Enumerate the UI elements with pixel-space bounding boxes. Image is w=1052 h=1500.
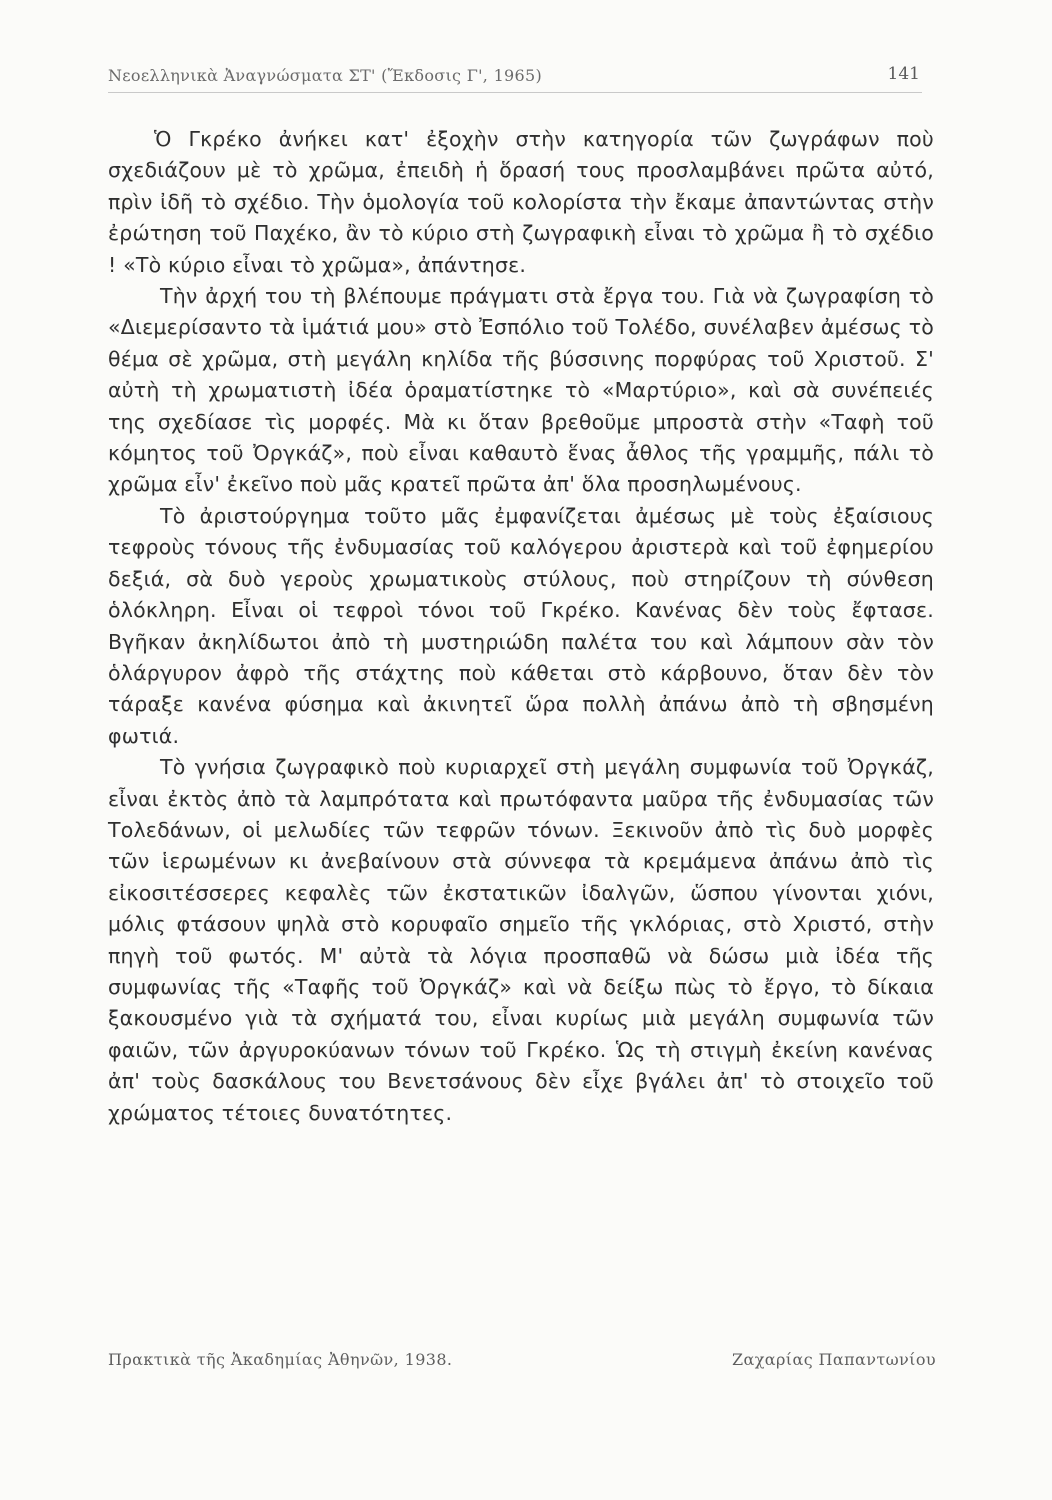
paragraph: Τὸ γνήσια ζωγραφικὸ ποὺ κυριαρχεῖ στὴ μεγάλη συμφωνία τοῦ Ὀργκάζ, εἶναι ἐκτὸς ἀπὸ τὰ λαμπρότατα καὶ πρωτόφαντα μαῦρα τῆς ἐνδυμασίας τῶν Τολεδάνων, οἱ μελωδίες τῶν τεφρῶν τόνων. Ξεκινοῦν ἀπὸ τὶς δυὸ μορφὲς τῶν ἱερωμένων κι ἀνεβαίνουν στὰ σύννεφα τὰ κρεμάμενα ἀπάνω ἀπὸ τὶς εἰκοσιτέσσερες κεφαλὲς τῶν ἐκστατικῶν ἰδαλγῶν, ὥσπου γίνονται χιόνι, μόλις φτάσουν ψηλὰ στὸ κορυφαῖο σημεῖο τῆς γκλόριας, στὸ Χριστό, στὴν πηγὴ τοῦ φωτός. Μ' αὐτὰ τὰ λόγια προσπαθῶ νὰ δώσω μιὰ ἰδέα τῆς συμφωνίας τῆς «Ταφῆς τοῦ Ὀργκάζ» καὶ νὰ δείξω πὼς τὸ ἔργο, τὸ δίκαια ξακουσμένο γιὰ τὰ σχήματά του, εἶναι κυρίως μιὰ μεγάλη συμφωνία τῶν φαιῶν, τῶν ἀργυροκύανων τόνων τοῦ Γκρέκο. Ὡς τὴ στιγμὴ ἐκείνη κανένας ἀπ' τοὺς δασκάλους του Βενετσάνους δὲν εἶχε βγάλει ἀπ' τὸ στοιχεῖο τοῦ χρώματος τέτοιες δυνατότητες. bbox=[108, 755, 934, 1125]
page-header bbox=[108, 62, 922, 93]
page-footer bbox=[108, 1350, 936, 1376]
source-citation: Πρακτικὰ τῆς Ἀκαδημίας Ἀθηνῶν, 1938. bbox=[108, 1350, 453, 1369]
paragraph: Ὁ Γκρέκο ἀνήκει κατ' ἐξοχὴν στὴν κατηγορία τῶν ζωγράφων ποὺ σχεδιάζουν μὲ τὸ χρῶμα, ἐπειδὴ ἡ ὅρασή τους προσλαμβάνει πρῶτα αὐτό, πρὶν ἰδῆ τὸ σχέδιο. Τὴν ὁμολογία τοῦ κολορίστα τὴν ἔκαμε ἀπαντώντας στὴν ἐρώτηση τοῦ Παχέκο, ἂν τὸ κύριο στὴ ζωγραφικὴ εἶναι τὸ χρῶμα ἢ τὸ σχέδιο ! «Τὸ κύριο εἶναι τὸ χρῶμα», ἀπάντησε. bbox=[108, 127, 934, 277]
author-name: Ζαχαρίας Παπαντωνίου bbox=[731, 1350, 936, 1369]
running-title: Νεοελληνικὰ Ἀναγνώσματα ΣΤ' (Ἔκδοσις Γ', 1965) bbox=[108, 66, 543, 85]
page-number: 141 bbox=[887, 64, 920, 84]
paragraph: Τὴν ἀρχή του τὴ βλέπουμε πράγματι στὰ ἔργα του. Γιὰ νὰ ζωγραφίση τὸ «Διεμερίσαντο τὰ ἱμάτιά μου» στὸ Ἐσπόλιο τοῦ Τολέδο, συνέλαβεν ἀμέσως τὸ θέμα σὲ χρῶμα, στὴ μεγάλη κηλίδα τῆς βύσσινης πορφύρας τοῦ Χριστοῦ. Σ' αὐτὴ τὴ χρωματιστὴ ἰδέα ὁραματίστηκε τὸ «Μαρτύριο», καὶ σὰ συνέπειές της σχεδίασε τὶς μορφές. Μὰ κι ὅταν βρεθοῦμε μπροστὰ στὴν «Ταφὴ τοῦ κόμητος τοῦ Ὀργκάζ», ποὺ εἶναι καθαυτὸ ἕνας ἆθλος τῆς γραμμῆς, πάλι τὸ χρῶμα εἶν' ἐκεῖνο ποὺ μᾶς κρατεῖ πρῶτα ἀπ' ὅλα προσηλωμένους. bbox=[108, 284, 934, 497]
paragraph: Τὸ ἀριστούργημα τοῦτο μᾶς ἐμφανίζεται ἀμέσως μὲ τοὺς ἐξαίσιους τεφροὺς τόνους τῆς ἐνδυμασίας τοῦ καλόγερου ἀριστερὰ καὶ τοῦ ἐφημερίου δεξιά, σὰ δυὸ γεροὺς χρωματικοὺς στύλους, ποὺ στηρίζουν τὴ σύνθεση ὁλόκληρη. Εἶναι οἱ τεφροὶ τόνοι τοῦ Γκρέκο. Κανένας δὲν τοὺς ἔφτασε. Βγῆκαν ἀκηλίδωτοι ἀπὸ τὴ μυστηριώδη παλέτα του καὶ λάμπουν σὰν τὸν ὁλάργυρον ἀφρὸ τῆς στάχτης ποὺ κάθεται στὸ κάρβουνο, ὅταν δὲν τὸν τάραξε κανένα φύσημα καὶ ἀκινητεῖ ὥρα πολλὴ ἀπάνω ἀπὸ τὴ σβησμένη φωτιά. bbox=[108, 503, 934, 748]
body-text bbox=[108, 124, 934, 1129]
